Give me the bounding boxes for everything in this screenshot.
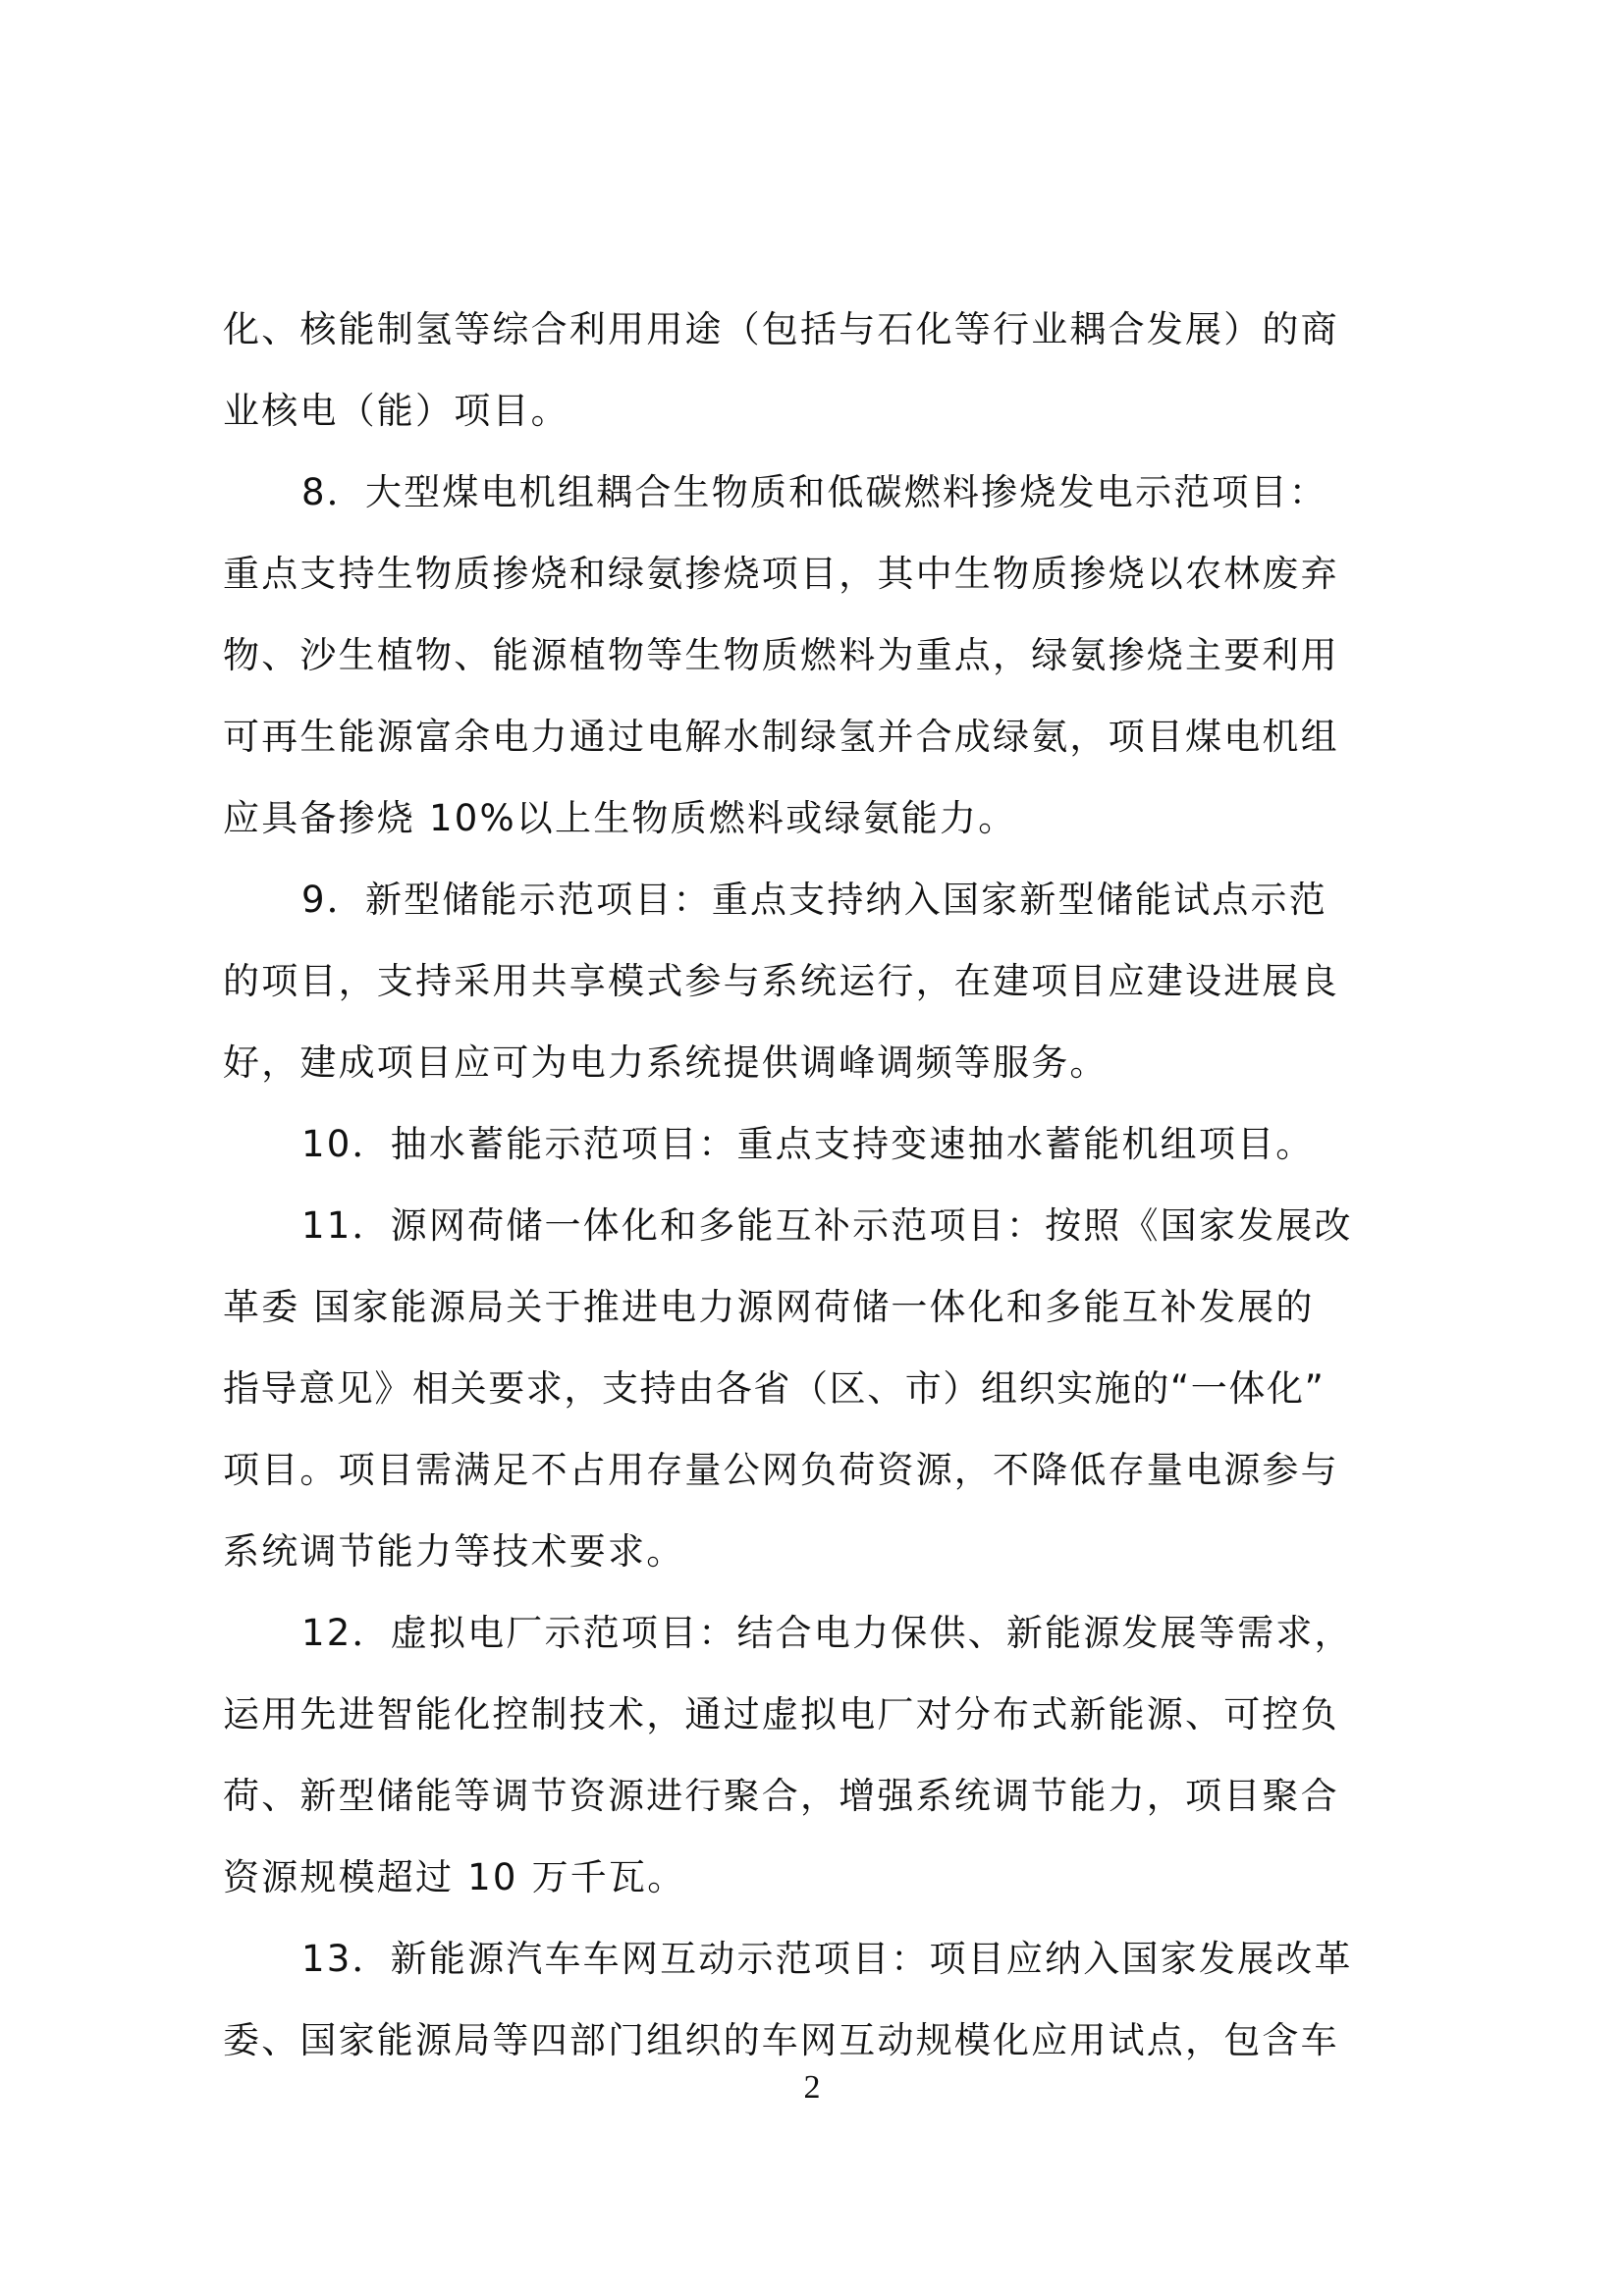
text-line: 物、沙生植物、能源植物等生物质燃料为重点，绿氨掺烧主要利用 [223, 634, 1339, 676]
page-number: 2 [803, 2069, 821, 2106]
item-10-heading: 10．抽水蓄能示范项目：重点支持变速抽水蓄能机组项目。 [301, 1123, 1315, 1165]
text-line: 委、国家能源局等四部门组织的车网互动规模化应用试点，包含车 [223, 2019, 1339, 2061]
text-line: 的项目，支持采用共享模式参与系统运行，在建项目应建设进展良 [223, 960, 1339, 1002]
text-line: 革委 国家能源局关于推进电力源网荷储一体化和多能互补发展的 [223, 1286, 1315, 1328]
item-9-heading: 9．新型储能示范项目：重点支持纳入国家新型储能试点示范 [301, 879, 1327, 921]
text-line: 指导意见》相关要求，支持由各省（区、市）组织实施的“一体化” [223, 1367, 1326, 1410]
text-line: 化、核能制氢等综合利用用途（包括与石化等行业耦合发展）的商 [223, 308, 1339, 350]
text-line: 运用先进智能化控制技术，通过虚拟电厂对分布式新能源、可控负 [223, 1693, 1339, 1735]
text-line: 重点支持生物质掺烧和绿氨掺烧项目，其中生物质掺烧以农林废弃 [223, 553, 1339, 595]
text-line: 应具备掺烧 10%以上生物质燃料或绿氨能力。 [223, 797, 1017, 839]
item-12-heading: 12．虚拟电厂示范项目：结合电力保供、新能源发展等需求， [301, 1612, 1353, 1654]
text-line: 系统调节能力等技术要求。 [223, 1530, 685, 1573]
text-line: 资源规模超过 10 万千瓦。 [223, 1856, 686, 1898]
text-line: 业核电（能）项目。 [223, 390, 569, 432]
item-13-heading: 13．新能源汽车车网互动示范项目：项目应纳入国家发展改革 [301, 1938, 1353, 1980]
text-line: 项目。项目需满足不占用存量公网负荷资源，不降低存量电源参与 [223, 1449, 1339, 1491]
text-line: 可再生能源富余电力通过电解水制绿氢并合成绿氨，项目煤电机组 [223, 716, 1339, 758]
item-11-heading: 11．源网荷储一体化和多能互补示范项目：按照《国家发展改 [301, 1204, 1353, 1247]
item-8-heading: 8．大型煤电机组耦合生物质和低碳燃料掺烧发电示范项目： [301, 471, 1327, 513]
body-text [223, 289, 1401, 2081]
text-line: 好，建成项目应可为电力系统提供调峰调频等服务。 [223, 1041, 1109, 1084]
text-line: 荷、新型储能等调节资源进行聚合，增强系统调节能力，项目聚合 [223, 1775, 1339, 1817]
